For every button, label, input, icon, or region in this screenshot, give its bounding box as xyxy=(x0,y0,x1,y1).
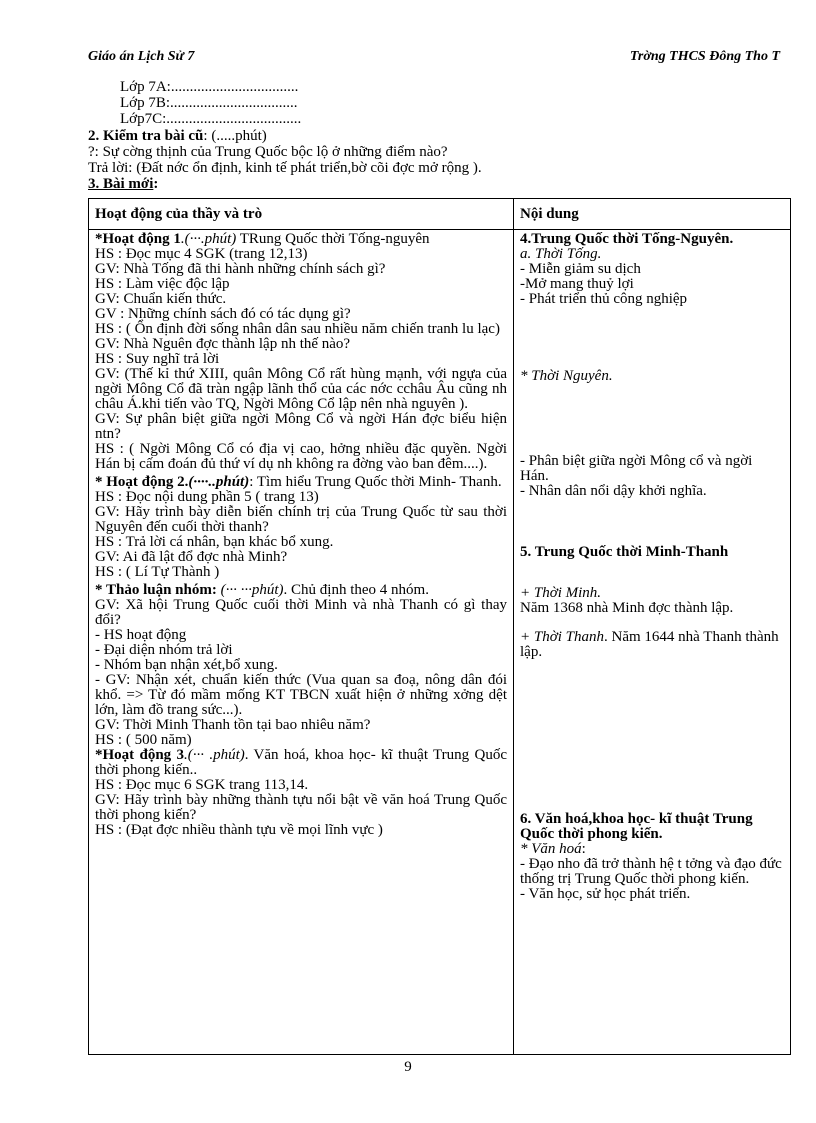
text-line: -Mở mang thuỷ lợi xyxy=(520,276,634,292)
act2-time: (····..phút) xyxy=(188,474,250,490)
culture-colon: : xyxy=(581,841,586,857)
text-line: GV: Chuẩn kiến thức. xyxy=(95,291,227,307)
text-line: GV: Ai đã lật đổ đợc nhà Minh? xyxy=(95,549,288,565)
content-cell xyxy=(514,230,791,1055)
section6-title: 6. Văn hoá,khoa học- kĩ thuật Trung Quốc thời phong kiến. xyxy=(520,811,753,842)
header-left: Giáo án Lịch Sử 7 xyxy=(88,49,195,64)
activities-cell xyxy=(89,230,514,1055)
review-title: 2. Kiểm tra bài cũ xyxy=(88,128,204,144)
text-line: GV: Xã hội Trung Quốc cuối thời Minh và nhà Thanh có gì thay đổi? xyxy=(95,597,507,628)
act1-rest: TRung Quốc thời Tống-nguyên xyxy=(236,232,430,247)
text-line: GV: Hãy trình bày những thành tựu nổi bật về văn hoá Trung Quốc thời phong kiến? xyxy=(95,792,507,823)
text-line: - Miễn giảm su dịch xyxy=(520,261,641,277)
text-line: HS : ( Ổn định đời sống nhân dân sau nhiều năm chiến tranh lu lạc) xyxy=(95,321,500,337)
text-line: HS : (Đạt đợc nhiều thành tựu về mọi lĩnh vực ) xyxy=(95,822,383,838)
text-line: - Phân biệt giữa ngời Mông cổ và ngời Hán. xyxy=(520,453,753,484)
text-line: HS : Trả lời cá nhân, bạn khác bổ xung. xyxy=(95,534,334,550)
text-line: - Đại diện nhóm trả lời xyxy=(95,642,233,658)
act3-title: *Hoạt động 3 xyxy=(95,747,184,763)
text-line: - Văn học, sử học phát triển. xyxy=(520,886,691,902)
section4-title: 4.Trung Quốc thời Tống-Nguyên. xyxy=(520,232,734,247)
text-line: Năm 1368 nhà Minh đợc thành lập. xyxy=(520,600,734,616)
qing-subtitle: + Thời Thanh xyxy=(520,629,604,645)
class-line: Lớp 7A:.................................. xyxy=(120,79,299,95)
culture-subtitle: * Văn hoá xyxy=(520,841,582,857)
text-line: - Nhân dân nổi dậy khởi nghĩa. xyxy=(520,483,707,499)
col-header-content: Nội dung xyxy=(514,199,791,230)
review-title-suffix: : (.....phút) xyxy=(203,128,267,144)
ming-subtitle: + Thời Minh. xyxy=(520,585,602,601)
text-line: - Đạo nho đã trở thành hệ t tởng và đạo đức thống trị Trung Quốc thời phong kiến. xyxy=(520,856,782,887)
class-list xyxy=(120,80,301,128)
qing-text: . Năm 1644 nhà Thanh thành lập. xyxy=(520,629,779,660)
col-header-activities: Hoạt động của thầy và trò xyxy=(89,199,514,230)
group-rest: . Chủ định theo 4 nhóm. xyxy=(283,582,429,598)
text-line: HS : Đọc nội dung phần 5 ( trang 13) xyxy=(95,489,319,505)
text-line: GV: Sự phân biệt giữa ngời Mông Cổ và ngời Hán đợc biểu hiện ntn? xyxy=(95,411,507,442)
class-line: Lớp7C:.................................... xyxy=(120,111,302,127)
newlesson-title: 3. Bài mới xyxy=(88,176,154,192)
group-title: * Thảo luận nhóm: xyxy=(95,582,217,598)
newlesson-colon: : xyxy=(153,176,159,192)
page-number: 9 xyxy=(404,1059,412,1075)
song-subtitle: a. Thời Tống. xyxy=(520,246,602,262)
text-line: HS : Làm việc độc lập xyxy=(95,276,230,292)
intro-section xyxy=(88,129,788,193)
act2-rest: : Tìm hiểu Trung Quốc thời Minh- Thanh. xyxy=(249,474,502,490)
text-line: HS : Suy nghĩ trả lời xyxy=(95,351,220,367)
act3-time: .(··· .phút) xyxy=(184,747,245,763)
text-line: HS : Đọc mục 6 SGK trang 113,14. xyxy=(95,777,309,793)
text-line: GV: Hãy trình bày diễn biến chính trị của Trung Quốc từ sau thời Nguyên đến cuối thời thanh? xyxy=(95,504,507,535)
text-line: GV: Nhà Tống đã thi hành những chính sách gì? xyxy=(95,261,386,277)
group-time: (··· ···phút) xyxy=(216,582,284,598)
text-line: HS : Đọc mục 4 SGK (trang 12,13) xyxy=(95,246,308,262)
review-answer: Trả lời: (Đất nớc ổn định, kinh tế phát triển,bờ cõi đợc mở rộng ). xyxy=(88,160,482,176)
section5-title: 5. Trung Quốc thời Minh-Thanh xyxy=(520,544,729,560)
act1-time: .(···.phút) xyxy=(180,232,237,247)
text-line: GV : Những chính sách đó có tác dụng gì? xyxy=(95,306,351,322)
text-line: HS : ( Lí Tự Thành ) xyxy=(95,564,220,580)
text-line: GV: Nhà Nguên đợc thành lập nh thế nào? xyxy=(95,336,351,352)
header-right: Trờng THCS Đông Tho T xyxy=(629,49,780,64)
act2-title: * Hoạt động 2. xyxy=(95,474,189,490)
text-line: GV: Thời Minh Thanh tồn tại bao nhiêu năm? xyxy=(95,717,371,733)
text-line: HS : ( 500 năm) xyxy=(95,732,192,748)
act1-title: *Hoạt động 1 xyxy=(95,232,181,247)
text-line: - HS hoạt động xyxy=(95,627,187,643)
page-header xyxy=(88,50,780,70)
lesson-table xyxy=(88,198,791,1055)
text-line: - GV: Nhận xét, chuẩn kiến thức (Vua quan sa đoạ, nông dân đói khổ. => Từ đó mầm mống KT TBCN xuất hiện ở những xởng dệt lớn, làm đồ trang sức...). xyxy=(95,672,507,718)
act3-rest: . Văn hoá, khoa học- kĩ thuật Trung Quốc thời phong kiến.. xyxy=(95,747,507,778)
review-question: ?: Sự cờng thịnh của Trung Quốc bộc lộ ở những điểm nào? xyxy=(88,144,448,160)
text-line: - Phát triển thủ công nghiệp xyxy=(520,291,688,307)
text-line: HS : ( Ngời Mông Cổ có địa vị cao, hởng nhiều đặc quyền. Ngời Hán bị cấm đoán đủ thứ ví dụ nh không ra đờng vào ban đêm....). xyxy=(95,441,507,472)
class-line: Lớp 7B:.................................. xyxy=(120,95,298,111)
text-line: - Nhóm bạn nhận xét,bổ xung. xyxy=(95,657,278,673)
yuan-subtitle: * Thời Nguyên. xyxy=(520,368,613,384)
text-line: GV: (Thế kỉ thứ XIII, quân Mông Cổ rất hùng mạnh, với ngựa của ngời Mông Cổ đã tràn ngập lãnh thổ của các nớc cchâu Âu cũng nh châu Á.khi tiến vào TQ, Ngời Mông Cổ lập nên nhà nguyên ). xyxy=(95,366,507,412)
